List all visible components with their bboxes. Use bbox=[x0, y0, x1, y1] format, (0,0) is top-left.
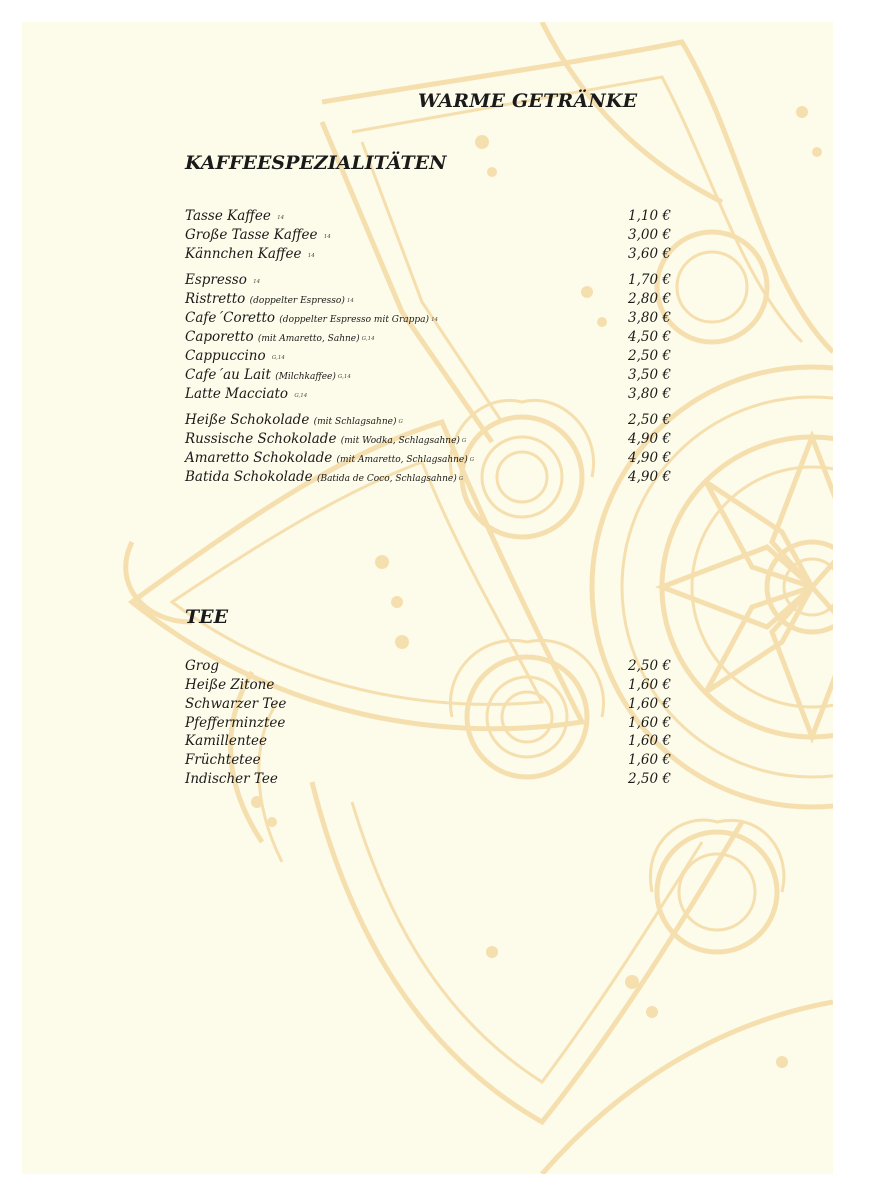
additive-code: 14 bbox=[277, 215, 285, 221]
item-price: 4,50 € bbox=[628, 329, 671, 345]
menu-item bbox=[185, 677, 671, 695]
item-price: 1,10 € bbox=[628, 208, 671, 224]
item-name: Espresso bbox=[185, 272, 247, 288]
item-price: 2,50 € bbox=[628, 771, 671, 787]
item-price: 1,60 € bbox=[628, 696, 671, 712]
item-note: (Milchkaffee) bbox=[275, 372, 336, 382]
menu-item bbox=[185, 227, 671, 245]
additive-code: 14 bbox=[346, 298, 354, 304]
menu-item bbox=[185, 752, 671, 770]
additive-code: G,14 bbox=[337, 374, 351, 380]
item-name: Tasse Kaffee bbox=[185, 208, 271, 224]
item-name: Ristretto bbox=[185, 291, 246, 307]
menu-item bbox=[185, 771, 671, 789]
item-price: 1,60 € bbox=[628, 733, 671, 749]
item-name: Kännchen Kaffee bbox=[185, 246, 302, 262]
menu-item bbox=[185, 291, 671, 309]
item-name: Indischer Tee bbox=[185, 771, 278, 787]
additive-code: G bbox=[398, 419, 403, 425]
additive-code: G bbox=[461, 438, 467, 444]
item-name: Cafe´au Lait bbox=[185, 367, 271, 383]
item-price: 4,90 € bbox=[628, 450, 671, 466]
item-price: 1,60 € bbox=[628, 677, 671, 693]
menu-item bbox=[185, 367, 671, 385]
additive-code: G bbox=[458, 476, 464, 482]
menu-item bbox=[185, 715, 671, 733]
mandala-background-ornament bbox=[22, 22, 833, 1174]
menu-item bbox=[185, 431, 671, 449]
menu-item bbox=[185, 450, 671, 468]
item-price: 2,50 € bbox=[628, 412, 671, 428]
item-price: 2,80 € bbox=[628, 291, 671, 307]
additive-code: G bbox=[469, 457, 475, 463]
item-name: Caporetto bbox=[185, 329, 254, 345]
item-name: Batida Schokolade bbox=[185, 469, 313, 485]
item-note: (Batida de Coco, Schlagsahne) bbox=[316, 474, 457, 484]
section-title-kaffeespezialitaeten: KAFFEESPEZIALITÄTEN bbox=[185, 152, 447, 174]
menu-item bbox=[185, 386, 671, 404]
menu-item bbox=[185, 733, 671, 751]
item-price: 4,90 € bbox=[628, 431, 671, 447]
additive-code: G,14 bbox=[271, 355, 285, 361]
item-price: 1,70 € bbox=[628, 272, 671, 288]
menu-item bbox=[185, 469, 671, 487]
additive-code: G,14 bbox=[361, 336, 375, 342]
menu-item bbox=[185, 329, 671, 347]
item-name: Kamillentee bbox=[185, 733, 267, 749]
item-name: Amaretto Schokolade bbox=[185, 450, 333, 466]
menu-item bbox=[185, 208, 671, 226]
additive-code: 14 bbox=[431, 317, 439, 323]
item-price: 3,80 € bbox=[628, 310, 671, 326]
item-note: (doppelter Espresso) bbox=[249, 296, 345, 306]
menu-page bbox=[22, 22, 833, 1174]
item-note: (doppelter Espresso mit Grappa) bbox=[279, 315, 430, 325]
additive-code: 14 bbox=[323, 234, 331, 240]
item-name: Latte Macciato bbox=[185, 386, 289, 402]
item-name: Früchtetee bbox=[185, 752, 261, 768]
item-name: Schwarzer Tee bbox=[185, 696, 287, 712]
page-title: WARME GETRÄNKE bbox=[418, 90, 638, 112]
item-price: 3,50 € bbox=[628, 367, 671, 383]
additive-code: 14 bbox=[253, 279, 261, 285]
item-note: (mit Amaretto, Sahne) bbox=[257, 334, 360, 344]
item-name: Große Tasse Kaffee bbox=[185, 227, 318, 243]
item-name: Cafe´Coretto bbox=[185, 310, 275, 326]
additive-code: 14 bbox=[307, 253, 315, 259]
item-price: 2,50 € bbox=[628, 348, 671, 364]
menu-item bbox=[185, 412, 671, 430]
item-name: Russische Schokolade bbox=[185, 431, 337, 447]
item-price: 1,60 € bbox=[628, 715, 671, 731]
item-name: Cappuccino bbox=[185, 348, 266, 364]
section-title-tee: TEE bbox=[185, 606, 229, 628]
item-note: (mit Amaretto, Schlagsahne) bbox=[336, 455, 468, 465]
menu-item bbox=[185, 658, 671, 676]
menu-item bbox=[185, 310, 671, 328]
item-name: Heiße Zitone bbox=[185, 677, 275, 693]
menu-item bbox=[185, 696, 671, 714]
item-name: Pfefferminztee bbox=[185, 715, 286, 731]
menu-item bbox=[185, 272, 671, 290]
item-price: 3,00 € bbox=[628, 227, 671, 243]
item-price: 2,50 € bbox=[628, 658, 671, 674]
item-name: Grog bbox=[185, 658, 220, 674]
item-note: (mit Wodka, Schlagsahne) bbox=[340, 436, 460, 446]
menu-item bbox=[185, 246, 671, 264]
item-price: 4,90 € bbox=[628, 469, 671, 485]
item-name: Heiße Schokolade bbox=[185, 412, 310, 428]
item-price: 1,60 € bbox=[628, 752, 671, 768]
item-note: (mit Schlagsahne) bbox=[313, 417, 397, 427]
item-price: 3,80 € bbox=[628, 386, 671, 402]
menu-item bbox=[185, 348, 671, 366]
item-price: 3,60 € bbox=[628, 246, 671, 262]
additive-code: G,14 bbox=[294, 393, 308, 399]
